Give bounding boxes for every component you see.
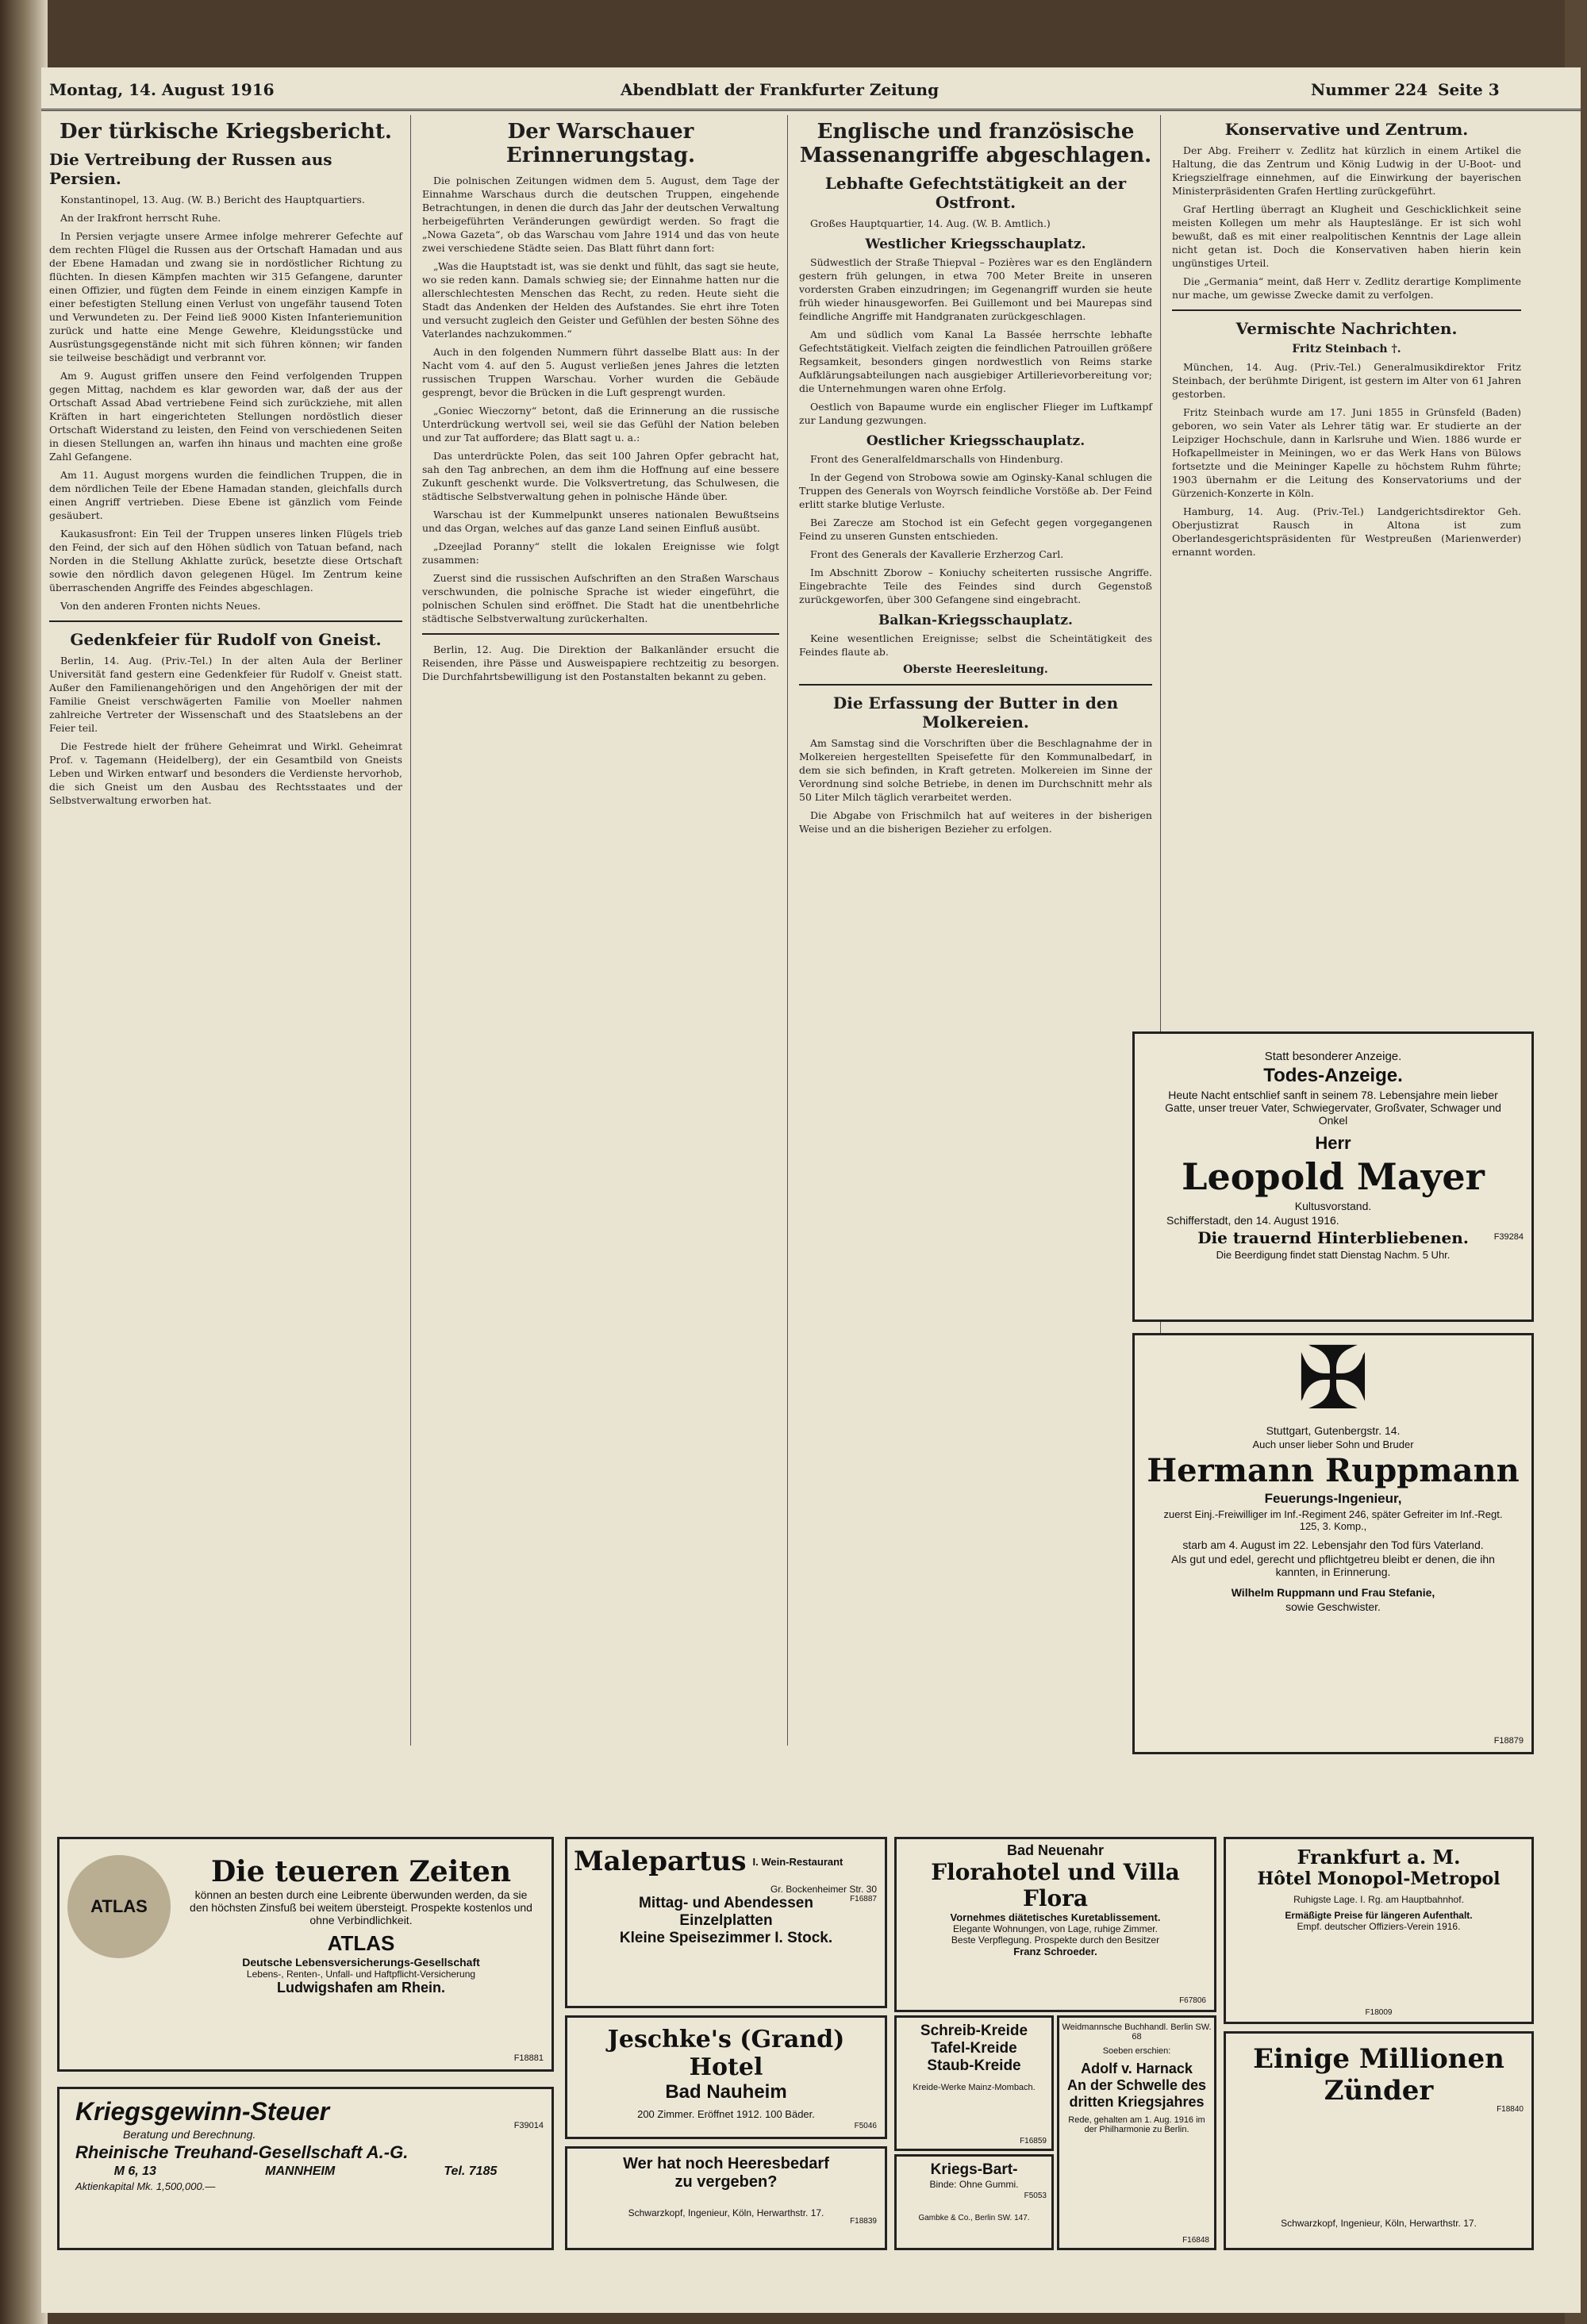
- page-binding: [0, 0, 48, 2324]
- ad-text: Kreide-Werke Mainz-Mombach.: [913, 2083, 1036, 2092]
- paragraph: Im Abschnitt Zborow – Koniuchy scheiterten russische Angriffe. Eingebrachte Teile des Feindes sind durch Gegenstoß zurückgeworfen, über 300 Gefangene sind eingebracht.: [799, 567, 1152, 605]
- page-number: Seite 3: [1438, 80, 1500, 99]
- article-title: Englische und französische Massenangriffe abgeschlagen.: [799, 120, 1152, 167]
- ad-heading: Hôtel Monopol-Metropol: [1257, 1869, 1501, 1889]
- ad-code: F18840: [1497, 2105, 1524, 2114]
- ad-heading: Malepartus: [574, 1846, 747, 1877]
- ad-kriegsgewinn-steuer: [57, 2087, 554, 2250]
- section-heading: Balkan-Kriegsschauplatz.: [878, 613, 1073, 628]
- paragraph: Berlin, 12. Aug. Die Direktion der Balkanländer ersucht die Reisenden, ihre Pässe und Ausweispapiere rechtzeitig zu besorgen. Die Durchfahrtsbewilligung ist den Postanstalten bekannt zu geben.: [422, 643, 779, 682]
- ad-text: Die trauernd Hinterbliebenen.: [1197, 1228, 1469, 1247]
- ad-text: zuerst Einj.-Freiwilliger im Inf.-Regiment 246, später Gefreiter im Inf.-Regt. 125, 3. Komp.,: [1163, 1508, 1503, 1532]
- ad-code: F5053: [1024, 2191, 1047, 2200]
- ad-text: Deutsche Lebensversicherungs-Gesellschaft: [242, 1956, 480, 1969]
- ad-text: starb am 4. August im 22. Lebensjahr den Tod fürs Vaterland.: [1182, 1538, 1484, 1551]
- paragraph: Die Festrede hielt der frühere Geheimrat und Wirkl. Geheimrat Prof. v. Tagemann (Heidelberg), der ein Gesamtbild von Gneists Leben und Wirken entwarf und besonders die Verdienste hervorhob, die sich Gneist um den Ausbau des Rechtsstaates und der Selbstverwaltung erworben hat.: [49, 740, 402, 806]
- section-heading: Westlicher Kriegsschauplatz.: [865, 236, 1086, 252]
- ad-name: Leopold Mayer: [1182, 1155, 1485, 1198]
- paragraph: Großes Hauptquartier, 14. Aug. (W. B. Amtlich.): [810, 217, 1051, 229]
- paragraph: Zuerst sind die russischen Aufschriften an den Straßen Warschaus verschwunden, die polnische Sprache ist wieder eingeführt, die polnischen Schulen sind eröffnet. Die Stadt hat die unentbehrliche städtische Selbstverwaltung zurückerhalten.: [422, 572, 779, 624]
- ad-code: F16848: [1182, 2236, 1209, 2245]
- ad-text: Feuerungs-Ingenieur,: [1264, 1491, 1402, 1506]
- ad-text: Empf. deutscher Offiziers-Verein 1916.: [1297, 1921, 1461, 1932]
- paragraph: Graf Hertling überragt an Klugheit und Geschicklichkeit seine meisten Kollegen um mehr als Haupteslänge. Er ist sich wohl bewußt, daß es mit einer realpolitischen Kenntnis der Lage allein nicht getan ist. Doch die Konservativen haben hierin kein ungünstiges Urteil.: [1172, 203, 1521, 269]
- ad-text: Lebens-, Renten-, Unfall- und Haftpflicht-Versicherung: [246, 1969, 476, 1980]
- ad-text: Wilhelm Ruppmann und Frau Stefanie,: [1231, 1586, 1435, 1599]
- paragraph: „Dzeejlad Poranny“ stellt die lokalen Ereignisse wie folgt zusammen:: [422, 540, 779, 566]
- paragraph: In der Gegend von Strobowa sowie am Oginsky-Kanal schlugen die Truppen des Generals von Woyrsch feindliche Vorstöße ab. Der Feind erlitt starke blutige Verluste.: [799, 471, 1152, 510]
- paragraph: Front des Generalfeldmarschalls von Hindenburg.: [810, 453, 1063, 465]
- ad-text: Aktienkapital Mk. 1,500,000.—: [75, 2180, 216, 2192]
- ad-code: F18009: [1365, 2008, 1393, 2017]
- paragraph: Am und südlich vom Kanal La Bassée herrschte lebhafte Gefechtstätigkeit. Vielfach zeigten die feindlichen Patrouillen größere Regsamkeit, besonders gingen nordwestlich von Reims starke Aufklärungsabteilungen nach ausgiebiger Artillerievorbereitung vor; die Unternehmungen waren ohne Erfolg.: [799, 328, 1152, 394]
- ad-malepartus: [565, 1837, 887, 2008]
- column-rule: [787, 115, 788, 1746]
- divider: [799, 684, 1152, 686]
- paragraph: Die Abgabe von Frischmilch hat auf weiteres in der bisherigen Weise und an die bisherigen Bezieher zu erfolgen.: [799, 809, 1152, 835]
- ad-code: F67806: [1179, 1996, 1206, 2005]
- ad-text: 200 Zimmer. Eröffnet 1912. 100 Bäder.: [637, 2108, 815, 2120]
- ad-text: Statt besonderer Anzeige.: [1264, 1050, 1402, 1063]
- article-title: Vermischte Nachrichten.: [1235, 319, 1458, 338]
- column-4: [1172, 115, 1521, 563]
- column-3: [799, 115, 1152, 840]
- ad-text: Herr: [1315, 1133, 1351, 1153]
- paragraph: Front des Generals der Kavallerie Erzherzog Carl.: [810, 548, 1064, 560]
- article-subtitle: Die Vertreibung der Russen aus Persien.: [49, 150, 332, 188]
- article-title: Die Erfassung der Butter in den Molkereien.: [832, 693, 1119, 732]
- ad-text: Elegante Wohnungen, von Lage, ruhige Zimmer.: [953, 1923, 1158, 1934]
- ad-text: Weidmannsche Buchhandl. Berlin SW. 68: [1062, 2022, 1212, 2042]
- ad-text: Schwarzkopf, Ingenieur, Köln, Herwarthstr. 17.: [628, 2207, 824, 2218]
- ad-text: Mittag- und Abendessen: [639, 1895, 813, 1911]
- paragraph: Die polnischen Zeitungen widmen dem 5. August, dem Tage der Einnahme Warschaus durch die deutschen Truppen, eingehende Betrachtungen, in denen die durch das Jahr der deutschen Verwaltung herbeigeführten Veränderungen gewürdigt werden. So fragt die „Nowa Gazeta“, ob das Warschau vom Jahre 1914 und das von heute zwei verschiedene Städte seien. Das Blatt führt dann fort:: [422, 175, 779, 254]
- paragraph: An der Irakfront herrscht Ruhe.: [60, 212, 221, 224]
- article-title: Der Warschauer Erinnerungstag.: [505, 120, 696, 167]
- ad-heading: Die teueren Zeiten: [210, 1855, 512, 1888]
- ad-text: Als gut und edel, gerecht und pflichtgetreu bleibt er denen, die ihn kannten, in Erinnerung.: [1171, 1553, 1495, 1578]
- paragraph: Kaukasusfront: Ein Teil der Truppen unseres linken Flügels trieb den Feind, der sich auf den Höhen südlich von Tatuan befand, nach Norden in die Stellung Akhlatte zurück, besetzte diese Ortschaft sowie den nördlich davon gelegenen Hügel. Im Zentrum keine überraschenden Angriffe des Feindes abgeschlagen.: [49, 528, 402, 593]
- masthead: [41, 67, 1581, 111]
- paragraph: Das unterdrückte Polen, das seit 100 Jahren Opfer gebracht hat, sah den Tag anbrechen, an dem ihm die Hoffnung auf eine bessere Zukunft geschenkt wurde. Die Volksvertretung, das Schulwesen, die städtische Selbstverwaltung gehen in polnische Hände über.: [422, 450, 779, 502]
- ad-text: Heute Nacht entschlief sanft in seinem 78. Lebensjahre mein lieber Gatte, unser treuer Vater, Schwiegervater, Großvater, Schwager und Onkel: [1165, 1089, 1501, 1127]
- iron-cross-icon: ✠: [1296, 1333, 1370, 1427]
- ad-text: Soeben erschien:: [1102, 2046, 1171, 2056]
- ad-text: Auch unser lieber Sohn und Bruder: [1252, 1439, 1414, 1450]
- issue-date: Montag, 14. August 1916: [49, 80, 275, 99]
- article-title: Der türkische Kriegsbericht.: [60, 120, 392, 144]
- article-title: Konservative und Zentrum.: [1224, 120, 1469, 139]
- ad-text: Ruhigste Lage. I. Rg. am Hauptbahnhof.: [1293, 1894, 1464, 1905]
- ad-kriegs-bart: [894, 2154, 1054, 2250]
- ad-text: M 6, 13: [113, 2165, 156, 2178]
- paragraph: Die „Germania“ meint, daß Herr v. Zedlitz derartige Komplimente nur mache, um gewisse Zwecke damit zu verfolgen.: [1172, 275, 1521, 301]
- ad-text: Rheinische Treuhand-Gesellschaft A.-G.: [75, 2142, 409, 2162]
- ad-text: Bad Nauheim: [665, 2081, 787, 2103]
- ad-text: I. Wein-Restaurant: [752, 1855, 843, 1868]
- ad-code: F5046: [854, 2122, 877, 2130]
- ad-heading: Schreib-Kreide: [920, 2022, 1028, 2039]
- ad-atlas: [57, 1837, 554, 2072]
- ad-code: F39014: [513, 2121, 544, 2130]
- death-notice-mayer: [1132, 1031, 1534, 1322]
- ad-text: Kleine Speisezimmer I. Stock.: [619, 1930, 833, 1946]
- divider: [49, 620, 402, 622]
- ad-kreide: [894, 2015, 1054, 2151]
- ad-text: sowie Geschwister.: [1285, 1600, 1381, 1613]
- ad-zuender: [1224, 2031, 1534, 2250]
- ad-heading: Todes-Anzeige.: [1263, 1065, 1403, 1086]
- ad-jeschke-hotel: [565, 2015, 887, 2139]
- ad-text: Vornehmes diätetisches Kuretablissement.: [950, 1911, 1161, 1923]
- issue-number: Nummer 224: [1311, 80, 1428, 99]
- article-subtitle: Fritz Steinbach †.: [1292, 343, 1401, 355]
- ad-text: Einzelplatten: [679, 1912, 773, 1929]
- paragraph: Warschau ist der Kummelpunkt unseres nationalen Bewußtseins und das Organ, welches auf das ganze Land seinen Einfluß ausübt.: [422, 509, 779, 534]
- ad-heading: Kriegsgewinn-Steuer: [75, 2097, 330, 2126]
- ad-code: F18881: [513, 2053, 544, 2063]
- article-title: Gedenkfeier für Rudolf von Gneist.: [70, 630, 382, 649]
- paragraph: Konstantinopel, 13. Aug. (W. B.) Bericht des Hauptquartiers.: [60, 194, 365, 206]
- ad-text: Stuttgart, Gutenbergstr. 14.: [1266, 1424, 1401, 1437]
- ad-text: Bad Neuenahr: [1006, 1842, 1105, 1858]
- ad-code: F16887: [850, 1895, 877, 1903]
- paragraph: „Goniec Wieczorny“ betont, daß die Erinnerung an die russische Unterdrückung wertvoll sei, weil sie das Gefühl der Nation beleben und zur Tat auffordere; das Blatt sagt u. a.:: [422, 405, 779, 444]
- ad-heading: An der Schwelle des dritten Kriegsjahres: [1066, 2077, 1207, 2110]
- ad-code: F39284: [1493, 1232, 1524, 1242]
- ad-heading: Frankfurt a. M.: [1297, 1846, 1461, 1869]
- article-subtitle: Lebhafte Gefechtstätigkeit an der Ostfront.: [824, 174, 1127, 212]
- paragraph: „Was die Hauptstadt ist, was sie denkt und fühlt, das sagt sie heute, wo sie reden kann. Damals schwieg sie; der Einnahme hatten nur die allerschlechtesten Menschen das Recht, zu reden. Heute sieht die Stadt das Andenken der Helden des Aufstandes. Sie ehrt ihre Toten und versucht zugleich den Geister und Gefühlen der besten Söhne des Vaterlandes nachzukommen.“: [422, 260, 779, 340]
- ad-heading: Wer hat noch Heeresbedarf: [623, 2155, 829, 2172]
- paragraph: Oestlich von Bapaume wurde ein englischer Flieger im Luftkampf zur Landung gezwungen.: [799, 401, 1152, 426]
- paragraph: In Persien verjagte unsere Armee infolge mehrerer Gefechte auf dem rechten Flügel die Russen aus der Ortschaft Hamadan und aus der Ebene Hamadan und zwang sie in nordöstlicher Richtung zu flüchten. In diesen Kämpfen machten wir 315 Gefangene, darunter einen Offizier, und fügten dem Feinde in einem einzigen Kampfe in einer befestigten Stellung einen Verlust von ungefähr tausend Toten und Verwundeten zu. Der Feind ließ 9000 Kisten Infanteriemunition zurück und hatte eine Menge Gewehre, Kleidungsstücke und Ausrüstungsgegenstände nicht mit sich führen können; wir fanden sie teilweise beschädigt und verbrannt vor.: [49, 230, 402, 363]
- paragraph: Am 9. August griffen unsere den Feind verfolgenden Truppen gegen Mittag, nachdem es klar geworden war, daß der aus der Ortschaft Assad Abad vertriebene Feind sich zurückziehe, mit allen Kräften in hart eingerichteten Stellungen nordöstlich dieser Ortschaft Widerstand zu leisten, den Feind von verschiedenen Seiten in diesen Stellungen an, warfen ihn hinaus und machten eine große Zahl Gefangene.: [49, 370, 402, 463]
- paragraph: Auch in den folgenden Nummern führt dasselbe Blatt aus: In der Nacht vom 4. auf den 5. August verließen jenes Jahres die letzten russischen Truppen Warschau. Vorher wurden die Gebäude gesprengt, bevor die Brücken in die Luft gesprengt wurden.: [422, 346, 779, 398]
- ad-text: Gr. Bockenheimer Str. 30: [770, 1884, 877, 1895]
- ad-heading: Tafel-Kreide: [931, 2040, 1017, 2057]
- paragraph: Hamburg, 14. Aug. (Priv.-Tel.) Landgerichtsdirektor Geh. Oberjustizrat Rausch in Altona ist zum Oberlandesgerichtspräsidenten für Westpreußen (Marienwerder) ernannt worden.: [1172, 505, 1521, 558]
- ad-heeresbedarf: [565, 2146, 887, 2250]
- paragraph: Bei Zarecze am Stochod ist ein Gefecht gegen vorgegangenen Feind zu unseren Gunsten entschieden.: [799, 517, 1152, 542]
- paragraph: Von den anderen Fronten nichts Neues.: [60, 600, 261, 612]
- ad-text: Rede, gehalten am 1. Aug. 1916 im der Philharmonie zu Berlin.: [1068, 2115, 1205, 2134]
- ad-text: Die Beerdigung findet statt Dienstag Nachm. 5 Uhr.: [1216, 1249, 1451, 1261]
- ad-name: Hermann Ruppmann: [1147, 1452, 1520, 1489]
- ad-text: Schifferstadt, den 14. August 1916.: [1166, 1214, 1339, 1227]
- divider: [422, 633, 779, 635]
- ad-text: Tel. 7185: [444, 2165, 498, 2178]
- signature: Oberste Heeresleitung.: [903, 663, 1048, 676]
- ad-heading: Kriegs-Bart-: [930, 2161, 1018, 2178]
- ad-code: F18879: [1493, 1736, 1524, 1746]
- ad-harnack: [1057, 2015, 1216, 2250]
- paragraph: Am Samstag sind die Vorschriften über die Beschlagnahme der in Molkereien hergestellten Speisefette für den Kommunalbedarf, in dem sie sich befinden, in Kraft getreten. Molkereien im Sinne der Verordnung sind solche Betriebe, in denen im Durchschnitt mehr als 50 Liter Milch täglich verarbeitet werden.: [799, 737, 1152, 803]
- paragraph: Keine wesentlichen Ereignisse; selbst die Scheintätigkeit des Feindes flaute ab.: [799, 632, 1152, 658]
- ad-text: Ermäßigte Preise für längeren Aufenthalt.: [1285, 1910, 1473, 1921]
- paragraph: Der Abg. Freiherr v. Zedlitz hat kürzlich in einem Artikel die Haltung, die das Zentrum und König Ludwig in der U-Boot- und Kriegszielfrage einnehmen, auf die Einwirkung der bayerischen Ministerpräsidenten Grafen Hertling zurückgeführt.: [1172, 144, 1521, 197]
- ad-text: Beste Verpflegung. Prospekte durch den Besitzer: [951, 1934, 1160, 1946]
- paragraph: Berlin, 14. Aug. (Priv.-Tel.) In der alten Aula der Berliner Universität fand gestern eine Gedenkfeier für Rudolf v. Gneist statt. Außer den Familienangehörigen und den Angehörigen der mit der Familie Gneist verschwägerten Familie von Moeller nahmen zahlreiche Vertreter der Wissenschaft und des Staatslebens an der Feier teil.: [49, 655, 402, 734]
- ad-heading: zu vergeben?: [674, 2173, 778, 2191]
- ad-hotel-monopol: [1224, 1837, 1534, 2024]
- ad-florahotel: [894, 1837, 1216, 2012]
- ad-heading: Jeschke's (Grand) Hotel: [607, 2026, 845, 2081]
- ad-text: Kultusvorstand.: [1294, 1200, 1372, 1212]
- death-notice-ruppmann: [1132, 1333, 1534, 1754]
- paragraph: Fritz Steinbach wurde am 17. Juni 1855 in Grünsfeld (Baden) geboren, wo sein Vater als Lehrer tätig war. Er studierte an der Leipziger Hochschule, dann in Karlsruhe und Wien. 1886 wurde er Hofkapellmeister in Meiningen, wo er das Werk Hans von Bülows fortsetzte und die Meininger Kapelle zu höchstem Ruhm führte; 1903 übernahm er die Leitung des Konservatoriums und der Gürzenich-Konzerte in Köln.: [1172, 406, 1521, 499]
- paper-title: Abendblatt der Frankfurter Zeitung: [621, 80, 940, 99]
- globe-logo-icon: ATLAS: [67, 1855, 171, 1958]
- newspaper-page: [41, 67, 1581, 2313]
- ad-text: Ludwigshafen am Rhein.: [276, 1980, 446, 1996]
- ad-text: Gambke & Co., Berlin SW. 147.: [918, 2214, 1030, 2222]
- ad-text: Franz Schroeder.: [1013, 1946, 1097, 1957]
- ad-heading: Staub-Kreide: [927, 2057, 1021, 2074]
- ad-heading: Adolf v. Harnack: [1081, 2061, 1193, 2076]
- paragraph: Südwestlich der Straße Thiepval – Pozières war es den Engländern gestern früh gelungen, in etwa 700 Meter Breite in unseren vordersten Graben einzudringen; im Gegenangriff wurden sie heute früh wieder hinausgeworfen. Bei Guillemont und bei Maurepas sind feindliche Angriffe mit Handgranaten zurückgeschlagen.: [799, 256, 1152, 322]
- ad-code: F18839: [850, 2217, 877, 2226]
- paragraph: München, 14. Aug. (Priv.-Tel.) Generalmusikdirektor Fritz Steinbach, der berühmte Dirigent, ist gestern im Alter von 61 Jahren gestorben.: [1172, 361, 1521, 400]
- column-rule: [410, 115, 411, 1746]
- column-2: [422, 115, 779, 688]
- ad-text: MANNHEIM: [265, 2165, 336, 2178]
- ad-code: F16859: [1020, 2137, 1047, 2145]
- paragraph: Am 11. August morgens wurden die feindlichen Truppen, die in dem nördlichen Teile der Ebene Hamadan standen, gleichfalls durch einen Angriff vertrieben. Diese Ebene ist gänzlich vom Feinde gesäubert.: [49, 469, 402, 521]
- ad-text: können an besten durch eine Leibrente überwunden werden, da sie den höchsten Zinsfuß bei weitem übersteigt. Prospekte kostenlos und ohne Verbindlichkeit.: [190, 1888, 532, 1926]
- ad-text: Schwarzkopf, Ingenieur, Köln, Herwarthstr. 17.: [1281, 2218, 1477, 2229]
- ad-heading: ATLAS: [327, 1931, 395, 1955]
- ad-heading: Florahotel und Villa Flora: [931, 1859, 1180, 1911]
- column-1: [49, 115, 402, 812]
- ad-text: Binde: Ohne Gummi.: [929, 2179, 1019, 2190]
- ad-heading: Einige Millionen Zünder: [1253, 2043, 1504, 2107]
- divider: [1172, 309, 1521, 311]
- ad-text: Beratung und Berechnung.: [123, 2128, 256, 2141]
- section-heading: Oestlicher Kriegsschauplatz.: [866, 433, 1086, 449]
